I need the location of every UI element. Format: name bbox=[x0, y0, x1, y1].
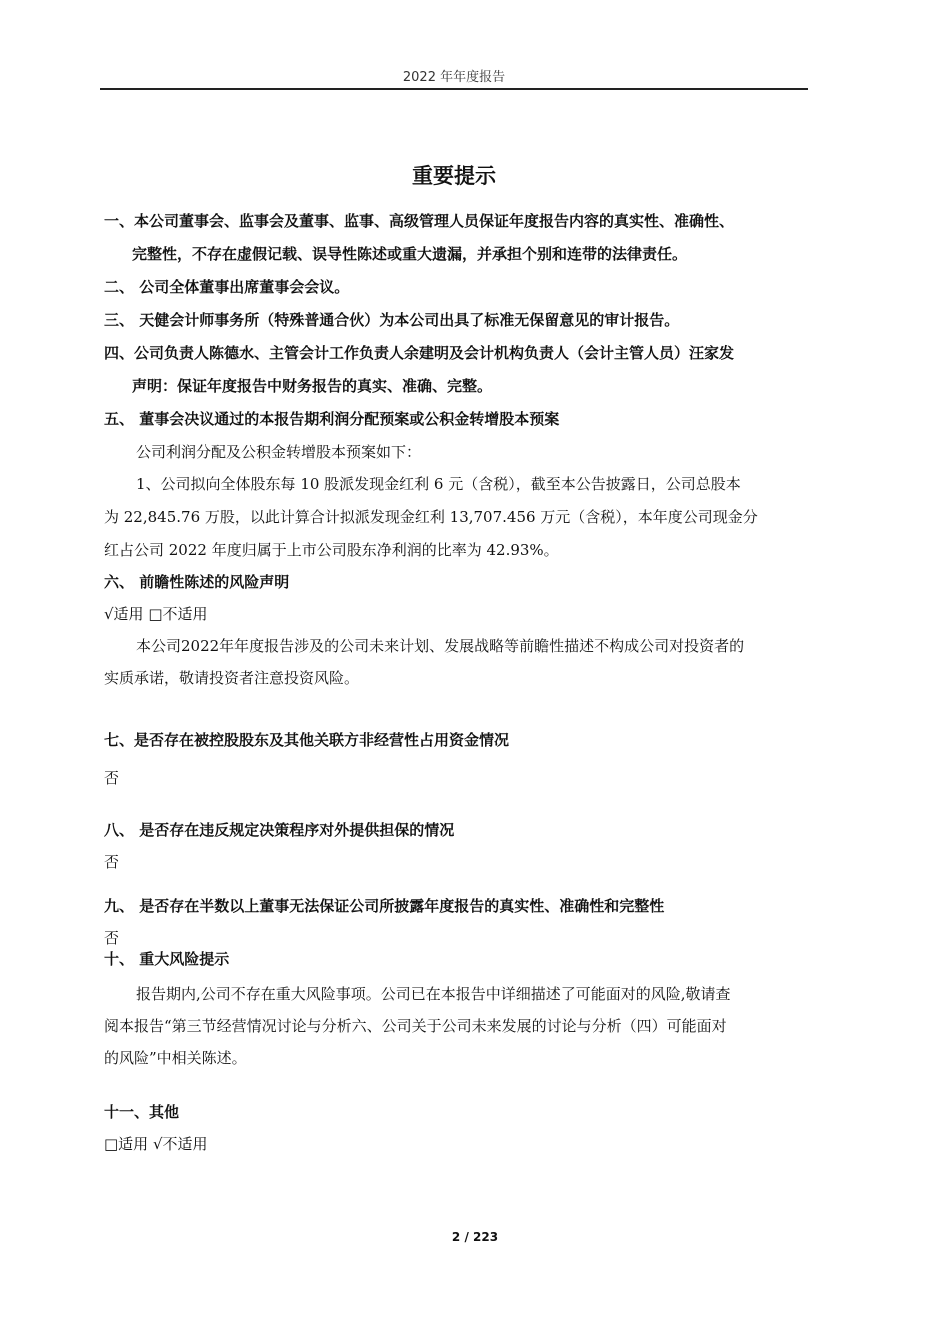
item-6-paragraph-line-2: 实质承诺，敬请投资者注意投资风险。 bbox=[104, 669, 360, 687]
item-11-heading: 十一、其他 bbox=[104, 1103, 180, 1121]
item-5-paragraph-line-1: 1、公司拟向全体股东每 10 股派发现金红利 6 元（含税），截至本公告披露日，公司总股本 bbox=[136, 475, 741, 493]
item-8-heading: 八、 是否存在违反规定决策程序对外提供担保的情况 bbox=[104, 821, 455, 839]
running-header: 2022 年年度报告 bbox=[402, 70, 506, 85]
item-1-line-2: 完整性，不存在虚假记载、误导性陈述或重大遗漏，并承担个别和连带的法律责任。 bbox=[132, 245, 688, 263]
item-5-paragraph-intro: 公司利润分配及公积金转增股本预案如下： bbox=[136, 443, 422, 461]
item-11-applicability: □适用 √不适用 bbox=[104, 1135, 208, 1153]
item-4-line-2: 声明：保证年度报告中财务报告的真实、准确、完整。 bbox=[132, 377, 493, 395]
item-5-paragraph-line-2: 为 22,845.76 万股，以此计算合计拟派发现金红利 13,707.456 万元（含税），本年度公司现金分 bbox=[104, 508, 758, 526]
item-4-line-1: 四、公司负责人陈德水、主管会计工作负责人余建明及会计机构负责人（会计主管人员）汪家发 bbox=[104, 344, 735, 362]
item-7-heading: 七、是否存在被控股股东及其他关联方非经营性占用资金情况 bbox=[104, 731, 510, 749]
header-divider bbox=[100, 88, 808, 90]
item-3: 三、 天健会计师事务所（特殊普通合伙）为本公司出具了标准无保留意见的审计报告。 bbox=[104, 311, 680, 329]
page-number: 2 / 223 bbox=[451, 1230, 499, 1244]
item-5-heading: 五、 董事会决议通过的本报告期利润分配预案或公积金转增股本预案 bbox=[104, 410, 560, 428]
item-7-answer: 否 bbox=[104, 769, 120, 787]
item-6-paragraph-line-1: 本公司2022年年度报告涉及的公司未来计划、发展战略等前瞻性描述不构成公司对投资者的 bbox=[136, 637, 745, 655]
page-title: 重要提示 bbox=[412, 164, 496, 188]
item-6-heading: 六、 前瞻性陈述的风险声明 bbox=[104, 573, 290, 591]
item-5-paragraph-line-3: 红占公司 2022 年度归属于上市公司股东净利润的比率为 42.93%。 bbox=[104, 541, 559, 559]
item-1-line-1: 一、本公司董事会、监事会及董事、监事、高级管理人员保证年度报告内容的真实性、准确性、 bbox=[104, 212, 735, 230]
item-9-heading: 九、 是否存在半数以上董事无法保证公司所披露年度报告的真实性、准确性和完整性 bbox=[104, 897, 665, 915]
item-9-answer: 否 bbox=[104, 929, 120, 947]
item-8-answer: 否 bbox=[104, 853, 120, 871]
item-2: 二、 公司全体董事出席董事会会议。 bbox=[104, 278, 350, 296]
item-10-paragraph-line-1: 报告期内,公司不存在重大风险事项。公司已在本报告中详细描述了可能面对的风险,敬请查 bbox=[136, 985, 731, 1003]
item-10-heading: 十、 重大风险提示 bbox=[104, 950, 230, 968]
item-10-paragraph-line-3: 的风险”中相关陈述。 bbox=[104, 1049, 247, 1067]
item-10-paragraph-line-2: 阅本报告“第三节经营情况讨论与分析六、公司关于公司未来发展的讨论与分析（四）可能面对 bbox=[104, 1017, 727, 1035]
item-6-applicability: √适用 □不适用 bbox=[104, 605, 208, 623]
